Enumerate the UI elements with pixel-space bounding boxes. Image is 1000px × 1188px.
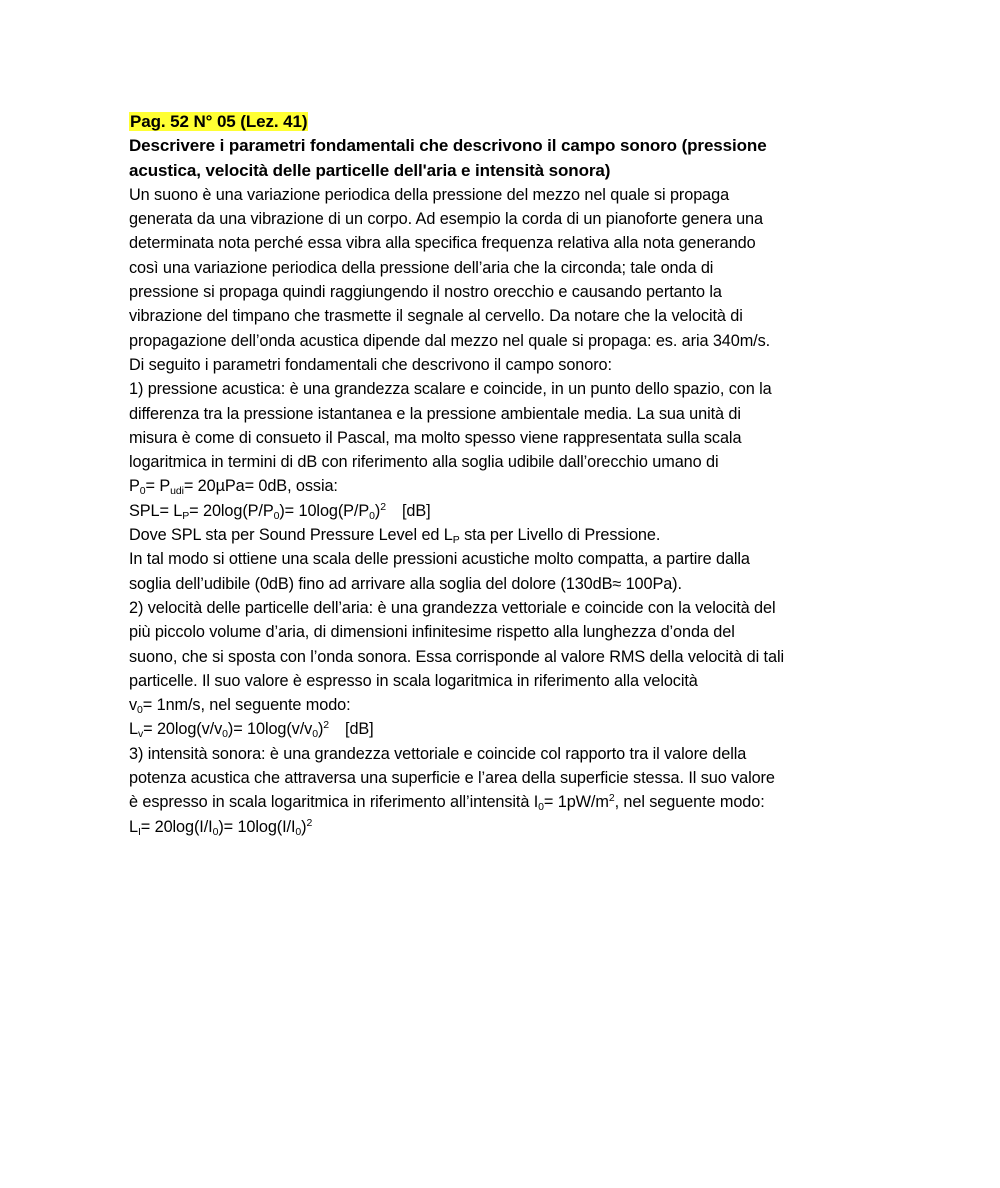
text-line: logaritmica in termini di dB con riferimento alla soglia udibile dall’orecchio umano di [129,453,719,472]
text-line: propagazione dell’onda acustica dipende dal mezzo nel quale si propaga: es. aria 340m/s. [129,331,771,350]
text-line: Di seguito i parametri fondamentali che descrivono il campo sonoro: [129,355,612,374]
text-line: differenza tra la pressione istantanea e la pressione ambientale media. La sua unità di [129,404,741,423]
formula-reference-pressure: $P_0= P_{udi}= 20\mu Pa= 0dB$, ossia: [129,477,338,498]
text-line: misura è come di consueto il Pascal, ma molto spesso viene rappresentata sulla scala [129,428,742,447]
text-line: potenza acustica che attraversa una superficie e l’area della superficie stessa. Il suo valore [129,769,775,788]
unit-label: [dB] [401,501,431,520]
question-line-1: Descrivere i parametri fondamentali che descrivono il campo sonoro (pressione [129,136,767,156]
text-line: 1) pressione acustica: è una grandezza scalare e coincide, in un punto dello spazio, con la [129,380,772,399]
text-line: soglia dell’udibile (0dB) fino ad arrivare alla soglia del dolore (130dB≈ 100Pa). [129,574,682,593]
text-line: 3) intensità sonora: è una grandezza vettoriale e coincide col rapporto tra il valore della [129,744,747,763]
text-line: suono, che si sposta con l’onda sonora. Essa corrisponde al valore RMS della velocità di tali [129,647,784,666]
text-line: particelle. Il suo valore è espresso in scala logaritmica in riferimento alla velocità [129,671,698,690]
text-line: determinata nota perché essa vibra alla specifica frequenza relativa alla nota generando [129,234,756,253]
text-line: generata da una vibrazione di un corpo. Ad esempio la corda di un pianoforte genera una [129,210,763,229]
text-line: così una variazione periodica della pressione dell’aria che la circonda; tale onda di [129,258,714,277]
formula-lv: $L_v= 20\log(v/v_0)= 10\log(v/v_0)^2$ [dB] [129,719,374,741]
text-line: vibrazione del timpano che trasmette il segnale al cervello. Da notare che la velocità di [129,307,743,326]
text-line: Un suono è una variazione periodica della pressione del mezzo nel quale si propaga [129,185,730,204]
formula-reference-velocity: $v_0= 1nm/s$, nel seguente modo: [129,696,351,717]
text-line-spl-definition: Dove SPL sta per Sound Pressure Level ed $L_P$ sta per Livello di Pressione. [129,526,661,547]
formula-li: $L_I= 20\log(I/I_0)= 10\log(I/I_0)^2$ [129,816,313,838]
document-content [129,110,869,839]
highlighted-reference: Pag. 52 N° 05 (Lez. 41) [130,112,308,131]
formula-spl: $SPL= L_P= 20\log(P/P_0)= 10\log(P/P_0)^2$ [dB] [129,500,431,522]
text-line-intensity-reference: è espresso in scala logaritmica in riferimento all’intensità $I_0= 1pW/m^2$, nel seguente modo: [129,792,765,814]
text-line: In tal modo si ottiene una scala delle pressioni acustiche molto compatta, a partire dalla [129,550,750,569]
text-line: pressione si propaga quindi raggiungendo il nostro orecchio e causando pertanto la [129,283,722,302]
text-line: più piccolo volume d’aria, di dimensioni infinitesime rispetto alla lunghezza d’onda del [129,623,735,642]
question-line-2: acustica, velocità delle particelle dell'aria e intensità sonora) [129,160,611,180]
exercise-reference [129,110,869,134]
text-line: 2) velocità delle particelle dell’aria: è una grandezza vettoriale e coincide con la velocità del [129,598,776,617]
unit-label: [dB] [345,720,374,739]
